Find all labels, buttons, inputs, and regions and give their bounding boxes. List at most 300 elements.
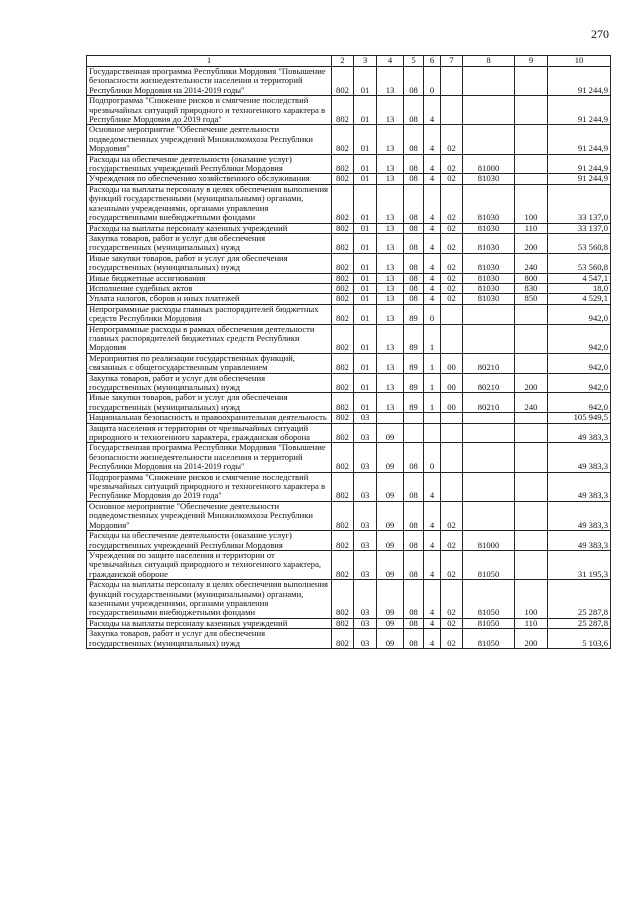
code-event: 02 xyxy=(441,184,463,223)
code-section: 03 xyxy=(354,443,377,472)
code-expense-type: 830 xyxy=(515,283,548,293)
code-event xyxy=(441,96,463,125)
code-grbs: 802 xyxy=(332,233,354,253)
code-section: 01 xyxy=(354,283,377,293)
code-subsection: 13 xyxy=(377,233,404,253)
code-event: 00 xyxy=(441,353,463,373)
code-direction: 81030 xyxy=(463,233,515,253)
code-grbs: 802 xyxy=(332,304,354,324)
row-amount: 105 949,5 xyxy=(548,413,611,423)
code-expense-type xyxy=(515,550,548,579)
code-expense-type: 800 xyxy=(515,273,548,283)
code-section: 03 xyxy=(354,618,377,628)
code-subprogram xyxy=(424,413,441,423)
code-program: 08 xyxy=(404,283,424,293)
code-direction: 81050 xyxy=(463,580,515,619)
code-direction: 81050 xyxy=(463,629,515,649)
code-direction: 81030 xyxy=(463,184,515,223)
row-name: Защита населения и территории от чрезвычайных ситуаций природного и техногенного характера, гражданская оборона xyxy=(87,423,332,443)
row-name: Непрограммные расходы в рамках обеспечения деятельности главных распорядителей бюджетных средств Республики Мордовия xyxy=(87,324,332,353)
table-row xyxy=(87,67,611,96)
code-direction xyxy=(463,125,515,154)
row-name: Закупка товаров, работ и услуг для обеспечения государственных (муниципальных) нужд xyxy=(87,233,332,253)
code-subsection: 09 xyxy=(377,423,404,443)
row-name: Расходы на выплаты персоналу казенных учреждений xyxy=(87,223,332,233)
code-program: 08 xyxy=(404,223,424,233)
code-program: 08 xyxy=(404,294,424,304)
code-program: 08 xyxy=(404,273,424,283)
code-subsection: 09 xyxy=(377,618,404,628)
code-event xyxy=(441,413,463,423)
code-section: 01 xyxy=(354,233,377,253)
code-event: 00 xyxy=(441,373,463,393)
row-name: Уплата налогов, сборов и иных платежей xyxy=(87,294,332,304)
row-amount: 49 383,3 xyxy=(548,472,611,501)
row-name: Непрограммные расходы главных распорядителей бюджетных средств Республики Мордовия xyxy=(87,304,332,324)
code-grbs: 802 xyxy=(332,223,354,233)
table-row xyxy=(87,393,611,413)
code-subsection: 13 xyxy=(377,96,404,125)
code-subprogram: 4 xyxy=(424,253,441,273)
table-row xyxy=(87,353,611,373)
code-subprogram xyxy=(424,423,441,443)
code-section: 01 xyxy=(354,294,377,304)
column-header: 7 xyxy=(441,56,463,67)
code-grbs: 802 xyxy=(332,67,354,96)
code-subprogram: 4 xyxy=(424,531,441,551)
table-row xyxy=(87,472,611,501)
code-direction: 81030 xyxy=(463,283,515,293)
code-event: 02 xyxy=(441,550,463,579)
code-program: 08 xyxy=(404,96,424,125)
code-expense-type: 100 xyxy=(515,184,548,223)
code-direction: 81000 xyxy=(463,154,515,174)
row-amount: 31 195,3 xyxy=(548,550,611,579)
code-expense-type: 110 xyxy=(515,223,548,233)
table-row xyxy=(87,618,611,628)
code-subsection: 13 xyxy=(377,273,404,283)
code-direction: 81030 xyxy=(463,294,515,304)
row-name: Государственная программа Республики Мордовия "Повышение безопасности жизнедеятельности населения и территорий Республики Мордовия на 2014-2019 годы" xyxy=(87,443,332,472)
code-direction: 80210 xyxy=(463,353,515,373)
row-amount: 25 287,8 xyxy=(548,618,611,628)
row-amount: 942,0 xyxy=(548,393,611,413)
code-subprogram: 0 xyxy=(424,304,441,324)
code-grbs: 802 xyxy=(332,393,354,413)
code-program: 08 xyxy=(404,472,424,501)
code-subsection: 13 xyxy=(377,154,404,174)
code-grbs: 802 xyxy=(332,294,354,304)
table-row xyxy=(87,283,611,293)
code-expense-type xyxy=(515,501,548,530)
code-direction: 81030 xyxy=(463,223,515,233)
column-header: 5 xyxy=(404,56,424,67)
row-amount: 18,0 xyxy=(548,283,611,293)
code-section: 03 xyxy=(354,423,377,443)
code-program: 08 xyxy=(404,125,424,154)
code-subsection: 09 xyxy=(377,501,404,530)
column-header: 4 xyxy=(377,56,404,67)
code-event xyxy=(441,67,463,96)
code-direction: 81050 xyxy=(463,618,515,628)
code-subsection xyxy=(377,413,404,423)
code-subprogram: 4 xyxy=(424,154,441,174)
code-subsection: 13 xyxy=(377,223,404,233)
code-expense-type xyxy=(515,324,548,353)
code-event: 02 xyxy=(441,125,463,154)
code-subsection: 09 xyxy=(377,550,404,579)
code-subsection: 13 xyxy=(377,283,404,293)
code-direction: 81030 xyxy=(463,174,515,184)
row-name: Государственная программа Республики Мордовия "Повышение безопасности жизнедеятельности населения и территорий Республики Мордовия на 2014-2019 годы" xyxy=(87,67,332,96)
code-expense-type xyxy=(515,531,548,551)
code-direction: 81050 xyxy=(463,550,515,579)
code-section: 01 xyxy=(354,373,377,393)
row-name: Иные закупки товаров, работ и услуг для обеспечения государственных (муниципальных) нужд xyxy=(87,393,332,413)
code-expense-type xyxy=(515,304,548,324)
code-section: 01 xyxy=(354,96,377,125)
code-direction: 81030 xyxy=(463,253,515,273)
code-direction xyxy=(463,423,515,443)
row-name: Расходы на обеспечение деятельности (оказание услуг) государственных учреждений Республики Мордовия xyxy=(87,531,332,551)
row-name: Исполнение судебных актов xyxy=(87,283,332,293)
code-section: 03 xyxy=(354,550,377,579)
code-expense-type: 110 xyxy=(515,618,548,628)
code-expense-type xyxy=(515,125,548,154)
table-row xyxy=(87,373,611,393)
code-subprogram: 4 xyxy=(424,233,441,253)
code-subprogram: 4 xyxy=(424,174,441,184)
column-header: 10 xyxy=(548,56,611,67)
table-row xyxy=(87,550,611,579)
code-subprogram: 0 xyxy=(424,67,441,96)
code-event xyxy=(441,472,463,501)
code-event: 02 xyxy=(441,580,463,619)
row-amount: 33 137,0 xyxy=(548,223,611,233)
code-subsection: 13 xyxy=(377,294,404,304)
code-section: 01 xyxy=(354,273,377,283)
code-grbs: 802 xyxy=(332,373,354,393)
code-expense-type xyxy=(515,472,548,501)
table-row xyxy=(87,125,611,154)
row-amount: 25 287,8 xyxy=(548,580,611,619)
budget-table xyxy=(86,55,611,649)
row-amount: 942,0 xyxy=(548,324,611,353)
code-grbs: 802 xyxy=(332,501,354,530)
code-expense-type xyxy=(515,353,548,373)
code-subsection: 13 xyxy=(377,304,404,324)
code-subprogram: 4 xyxy=(424,273,441,283)
table-row xyxy=(87,423,611,443)
code-expense-type: 240 xyxy=(515,253,548,273)
row-name: Закупка товаров, работ и услуг для обеспечения государственных (муниципальных) нужд xyxy=(87,629,332,649)
code-subprogram: 4 xyxy=(424,96,441,125)
code-expense-type xyxy=(515,443,548,472)
row-amount: 91 244,9 xyxy=(548,154,611,174)
code-expense-type xyxy=(515,67,548,96)
code-grbs: 802 xyxy=(332,472,354,501)
row-amount: 33 137,0 xyxy=(548,184,611,223)
code-subprogram: 4 xyxy=(424,501,441,530)
code-program: 08 xyxy=(404,67,424,96)
table-row xyxy=(87,304,611,324)
code-event: 02 xyxy=(441,283,463,293)
table-row xyxy=(87,629,611,649)
code-program: 89 xyxy=(404,304,424,324)
row-name: Учреждения по защите населения и территории от чрезвычайных ситуаций природного и техногенного характера, гражданской обороне xyxy=(87,550,332,579)
code-section: 01 xyxy=(354,174,377,184)
code-event: 02 xyxy=(441,629,463,649)
column-header: 1 xyxy=(87,56,332,67)
code-subsection: 09 xyxy=(377,531,404,551)
code-subsection: 13 xyxy=(377,393,404,413)
row-amount: 942,0 xyxy=(548,304,611,324)
code-subprogram: 4 xyxy=(424,550,441,579)
table-header-row xyxy=(87,56,611,67)
table-row xyxy=(87,531,611,551)
code-expense-type xyxy=(515,174,548,184)
table-row xyxy=(87,184,611,223)
code-grbs: 802 xyxy=(332,580,354,619)
code-section: 01 xyxy=(354,154,377,174)
code-event: 02 xyxy=(441,233,463,253)
code-expense-type: 200 xyxy=(515,629,548,649)
row-amount: 53 560,8 xyxy=(548,253,611,273)
column-header: 6 xyxy=(424,56,441,67)
code-expense-type: 200 xyxy=(515,233,548,253)
code-subprogram: 1 xyxy=(424,373,441,393)
table-row xyxy=(87,443,611,472)
code-direction: 81030 xyxy=(463,273,515,283)
code-grbs: 802 xyxy=(332,629,354,649)
row-amount: 49 383,3 xyxy=(548,531,611,551)
code-direction xyxy=(463,67,515,96)
code-subsection: 13 xyxy=(377,125,404,154)
table-row xyxy=(87,233,611,253)
table-row xyxy=(87,324,611,353)
code-program: 89 xyxy=(404,393,424,413)
code-grbs: 802 xyxy=(332,96,354,125)
code-subsection: 13 xyxy=(377,324,404,353)
column-header: 8 xyxy=(463,56,515,67)
code-event xyxy=(441,324,463,353)
code-expense-type: 100 xyxy=(515,580,548,619)
code-direction xyxy=(463,443,515,472)
row-name: Закупка товаров, работ и услуг для обеспечения государственных (муниципальных) нужд xyxy=(87,373,332,393)
code-event xyxy=(441,304,463,324)
code-expense-type xyxy=(515,423,548,443)
code-program: 08 xyxy=(404,580,424,619)
code-direction xyxy=(463,96,515,125)
code-subprogram: 4 xyxy=(424,580,441,619)
row-amount: 91 244,9 xyxy=(548,125,611,154)
code-section: 01 xyxy=(354,304,377,324)
code-section: 03 xyxy=(354,531,377,551)
code-subprogram: 4 xyxy=(424,184,441,223)
code-program: 08 xyxy=(404,253,424,273)
page-number: 270 xyxy=(591,27,609,41)
code-subprogram: 4 xyxy=(424,283,441,293)
row-name: Учреждения по обеспечению хозяйственного обслуживания xyxy=(87,174,332,184)
code-section: 01 xyxy=(354,223,377,233)
table-row xyxy=(87,294,611,304)
code-subsection: 13 xyxy=(377,174,404,184)
row-name: Иные закупки товаров, работ и услуг для обеспечения государственных (муниципальных) нужд xyxy=(87,253,332,273)
code-grbs: 802 xyxy=(332,174,354,184)
row-name: Расходы на обеспечение деятельности (оказание услуг) государственных учреждений Республики Мордовия xyxy=(87,154,332,174)
code-subsection: 13 xyxy=(377,67,404,96)
code-section: 01 xyxy=(354,67,377,96)
code-grbs: 802 xyxy=(332,531,354,551)
row-amount: 49 383,3 xyxy=(548,443,611,472)
code-grbs: 802 xyxy=(332,154,354,174)
code-subsection: 13 xyxy=(377,184,404,223)
code-program xyxy=(404,413,424,423)
code-section: 01 xyxy=(354,253,377,273)
code-program xyxy=(404,423,424,443)
code-event: 02 xyxy=(441,223,463,233)
code-direction xyxy=(463,472,515,501)
row-name: Расходы на выплаты персоналу в целях обеспечения выполнения функций государственными (муниципальными) органами, казенными учреждениями, органами управления государственными внебюджетными фондами xyxy=(87,184,332,223)
row-amount: 91 244,9 xyxy=(548,67,611,96)
code-grbs: 802 xyxy=(332,353,354,373)
code-program: 89 xyxy=(404,373,424,393)
code-subprogram: 1 xyxy=(424,393,441,413)
code-section: 01 xyxy=(354,184,377,223)
code-subsection: 13 xyxy=(377,353,404,373)
code-expense-type: 850 xyxy=(515,294,548,304)
code-grbs: 802 xyxy=(332,423,354,443)
code-expense-type xyxy=(515,413,548,423)
code-event: 00 xyxy=(441,393,463,413)
row-name: Подпрограмма "Снижение рисков и смягчение последствий чрезвычайных ситуаций природного и техногенного характера в Республике Мордовия до 2019 года" xyxy=(87,96,332,125)
row-amount: 4 529,1 xyxy=(548,294,611,304)
code-section: 01 xyxy=(354,393,377,413)
column-header: 9 xyxy=(515,56,548,67)
row-name: Иные бюджетные ассигнования xyxy=(87,273,332,283)
row-amount: 942,0 xyxy=(548,353,611,373)
row-amount: 49 383,3 xyxy=(548,423,611,443)
code-grbs: 802 xyxy=(332,283,354,293)
code-section: 03 xyxy=(354,629,377,649)
column-header: 2 xyxy=(332,56,354,67)
row-amount: 53 560,8 xyxy=(548,233,611,253)
row-name: Мероприятия по реализации государственных функций, связанных с общегосударственным управлением xyxy=(87,353,332,373)
code-section: 01 xyxy=(354,125,377,154)
table-row xyxy=(87,273,611,283)
table-row xyxy=(87,96,611,125)
code-subsection: 13 xyxy=(377,373,404,393)
code-direction: 81000 xyxy=(463,531,515,551)
code-event xyxy=(441,423,463,443)
row-name: Национальная безопасность и правоохранительная деятельность xyxy=(87,413,332,423)
code-section: 03 xyxy=(354,580,377,619)
table-row xyxy=(87,253,611,273)
code-program: 08 xyxy=(404,184,424,223)
code-program: 08 xyxy=(404,550,424,579)
code-subsection: 09 xyxy=(377,580,404,619)
code-direction xyxy=(463,501,515,530)
code-program: 08 xyxy=(404,174,424,184)
code-section: 03 xyxy=(354,413,377,423)
code-program: 08 xyxy=(404,629,424,649)
code-event: 02 xyxy=(441,174,463,184)
code-program: 08 xyxy=(404,154,424,174)
code-direction: 80210 xyxy=(463,393,515,413)
code-grbs: 802 xyxy=(332,253,354,273)
code-grbs: 802 xyxy=(332,618,354,628)
code-grbs: 802 xyxy=(332,125,354,154)
code-subprogram: 4 xyxy=(424,223,441,233)
code-event: 02 xyxy=(441,618,463,628)
column-header: 3 xyxy=(354,56,377,67)
code-grbs: 802 xyxy=(332,273,354,283)
code-grbs: 802 xyxy=(332,550,354,579)
row-name: Основное мероприятие "Обеспечение деятельности подведомственных учреждений Минжилкомхоза Республики Мордовия" xyxy=(87,125,332,154)
code-grbs: 802 xyxy=(332,184,354,223)
row-name: Основное мероприятие "Обеспечение деятельности подведомственных учреждений Минжилкомхоза Республики Мордовия" xyxy=(87,501,332,530)
row-name: Подпрограмма "Снижение рисков и смягчение последствий чрезвычайных ситуаций природного и техногенного характера в Республике Мордовия до 2019 года" xyxy=(87,472,332,501)
code-direction xyxy=(463,413,515,423)
table-row xyxy=(87,501,611,530)
row-amount: 4 547,1 xyxy=(548,273,611,283)
code-direction: 80210 xyxy=(463,373,515,393)
row-name: Расходы на выплаты персоналу казенных учреждений xyxy=(87,618,332,628)
row-amount: 91 244,9 xyxy=(548,96,611,125)
code-subprogram: 4 xyxy=(424,629,441,649)
code-expense-type xyxy=(515,154,548,174)
table-row xyxy=(87,154,611,174)
code-subsection: 09 xyxy=(377,629,404,649)
code-section: 03 xyxy=(354,501,377,530)
code-program: 08 xyxy=(404,443,424,472)
code-direction xyxy=(463,304,515,324)
code-subsection: 09 xyxy=(377,472,404,501)
code-grbs: 802 xyxy=(332,443,354,472)
table-row xyxy=(87,223,611,233)
code-event: 02 xyxy=(441,531,463,551)
code-grbs: 802 xyxy=(332,413,354,423)
code-program: 08 xyxy=(404,501,424,530)
code-program: 89 xyxy=(404,353,424,373)
table-row xyxy=(87,580,611,619)
code-subprogram: 4 xyxy=(424,618,441,628)
code-event xyxy=(441,443,463,472)
code-direction xyxy=(463,324,515,353)
code-subprogram: 4 xyxy=(424,125,441,154)
row-amount: 942,0 xyxy=(548,373,611,393)
code-subprogram: 4 xyxy=(424,294,441,304)
code-subprogram: 1 xyxy=(424,324,441,353)
code-expense-type: 200 xyxy=(515,373,548,393)
row-amount: 49 383,3 xyxy=(548,501,611,530)
code-subsection: 09 xyxy=(377,443,404,472)
code-program: 89 xyxy=(404,324,424,353)
code-subprogram: 0 xyxy=(424,443,441,472)
code-subprogram: 4 xyxy=(424,472,441,501)
code-program: 08 xyxy=(404,233,424,253)
code-program: 08 xyxy=(404,531,424,551)
code-subsection: 13 xyxy=(377,253,404,273)
code-event: 02 xyxy=(441,501,463,530)
code-program: 08 xyxy=(404,618,424,628)
code-section: 01 xyxy=(354,353,377,373)
code-expense-type: 240 xyxy=(515,393,548,413)
code-event: 02 xyxy=(441,294,463,304)
code-section: 01 xyxy=(354,324,377,353)
code-grbs: 802 xyxy=(332,324,354,353)
code-subprogram: 1 xyxy=(424,353,441,373)
